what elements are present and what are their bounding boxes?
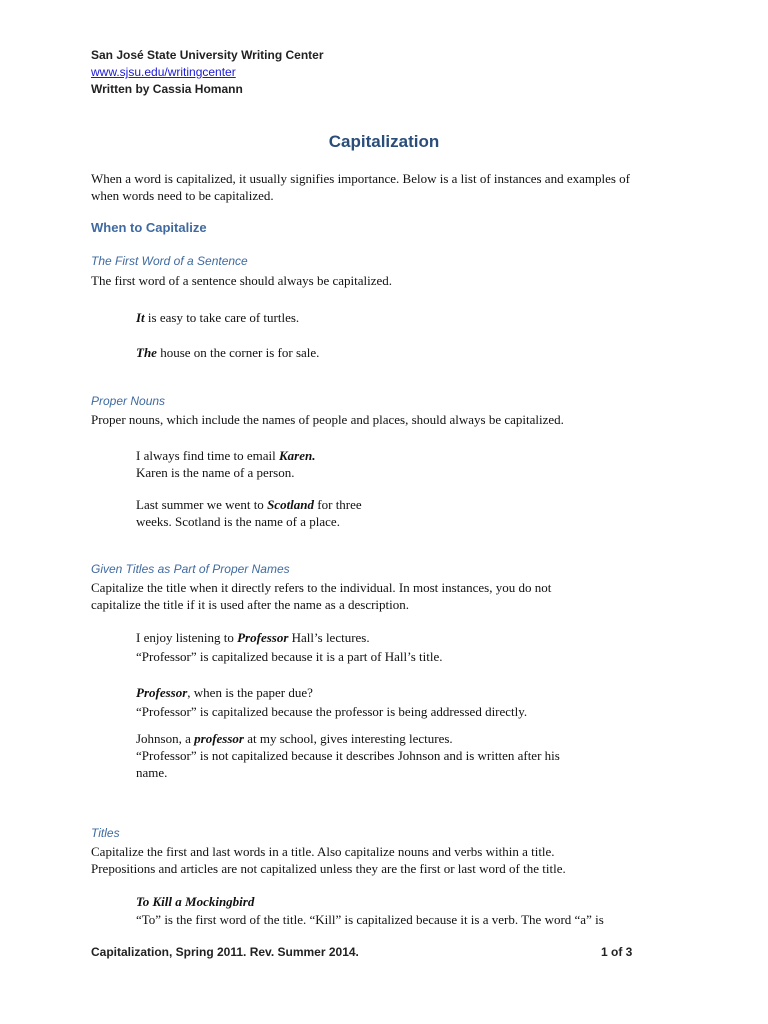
emphasis: professor [194, 731, 244, 746]
given-titles-note-1: “Professor” is capitalized because it is a part of Hall’s title. [136, 649, 443, 664]
example-text: I enjoy listening to [136, 630, 238, 645]
example-text: is easy to take care of turtles. [144, 310, 300, 325]
writing-center-link[interactable] [91, 65, 236, 79]
given-titles-example-3 [136, 730, 453, 747]
given-titles-text-2: capitalize the title if it is used after the name as a description. [91, 597, 410, 612]
given-titles-note-3a: “Professor” is not capitalized because it describes Johnson and is written after his [136, 748, 560, 763]
titles-heading: Titles [91, 826, 120, 840]
org-name: San José State University Writing Center [91, 48, 324, 62]
proper-nouns-note-1: Karen is the name of a person. [136, 465, 295, 480]
first-word-heading: The First Word of a Sentence [91, 254, 248, 268]
author-line: Written by Cassia Homann [91, 82, 243, 96]
proper-nouns-example-1 [136, 447, 315, 464]
example-text: Johnson, a [136, 731, 195, 746]
intro-paragraph: When a word is capitalized, it usually signifies importance. Below is a list of instances and examples of when words need to be capitalized. [91, 171, 630, 203]
example-text: , when is the paper due? [187, 685, 313, 700]
first-word-example-2 [136, 344, 319, 361]
emphasis: Karen. [278, 448, 316, 463]
given-titles-note-2: “Professor” is capitalized because the professor is being addressed directly. [136, 704, 528, 719]
given-titles-text-1: Capitalize the title when it directly refers to the individual. In most instances, you do not [91, 580, 552, 595]
given-titles-example-2 [136, 684, 313, 701]
page-title: Capitalization [328, 132, 440, 151]
first-word-example-1 [136, 309, 299, 326]
given-titles-example-1 [136, 629, 370, 646]
titles-note-1: “To” is the first word of the title. “Kill” is capitalized because it is a verb. The word “a” is [136, 912, 604, 927]
titles-example-1 [136, 893, 254, 910]
footer-left: Capitalization, Spring 2011. Rev. Summer 2014. [91, 945, 359, 959]
emphasis: To Kill a Mockingbird [136, 894, 255, 909]
example-text: I always find time to email [136, 448, 279, 463]
emphasis: It [136, 310, 145, 325]
section-heading: When to Capitalize [91, 220, 207, 235]
proper-nouns-example-2 [136, 496, 362, 513]
example-text: house on the corner is for sale. [156, 345, 320, 360]
proper-nouns-note-2: weeks. Scotland is the name of a place. [136, 514, 340, 529]
given-titles-note-3b: name. [136, 765, 168, 780]
example-text: for three [314, 497, 362, 512]
given-titles-heading: Given Titles as Part of Proper Names [91, 562, 290, 576]
emphasis: Professor [136, 685, 188, 700]
emphasis: Scotland [267, 497, 315, 512]
first-word-text: The first word of a sentence should always be capitalized. [91, 273, 393, 288]
emphasis: The [136, 345, 157, 360]
page-number: 1 of 3 [601, 945, 633, 959]
proper-nouns-text: Proper nouns, which include the names of people and places, should always be capitalized. [91, 412, 564, 427]
titles-text-1: Capitalize the first and last words in a title. Also capitalize nouns and verbs within a title. [91, 844, 555, 859]
proper-nouns-heading: Proper Nouns [91, 394, 166, 408]
url-text[interactable]: www.sjsu.edu/writingcenter [91, 65, 236, 79]
example-text: at my school, gives interesting lectures. [243, 731, 453, 746]
example-text: Hall’s lectures. [288, 630, 370, 645]
example-text: Last summer we went to [136, 497, 268, 512]
titles-text-2: Prepositions and articles are not capitalized unless they are the first or last word of the title. [91, 861, 566, 876]
emphasis: Professor [237, 630, 289, 645]
